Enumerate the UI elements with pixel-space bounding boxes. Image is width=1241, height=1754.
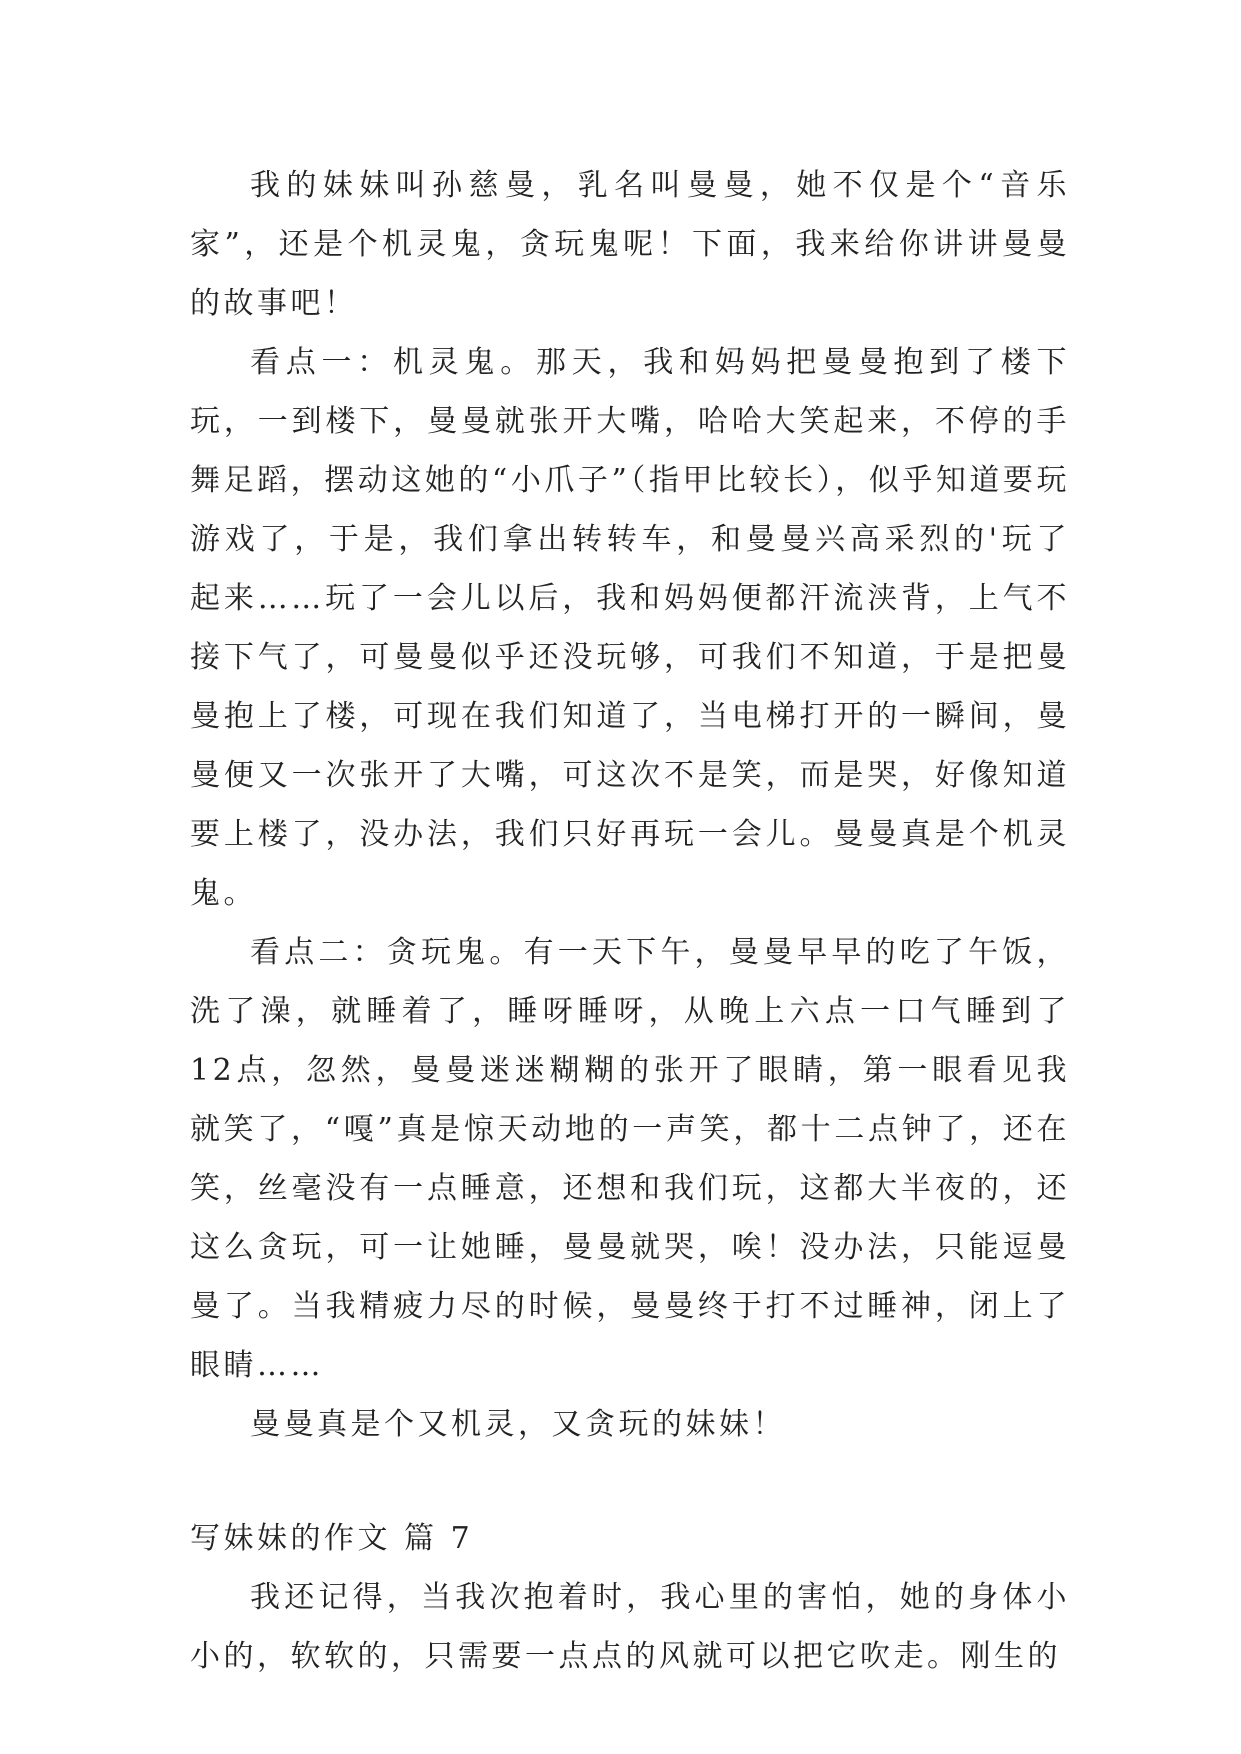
paragraph-intro: 我的妹妹叫孙慈曼，乳名叫曼曼，她不仅是个“音乐家”，还是个机灵鬼，贪玩鬼呢！下面，我来给你讲讲曼曼的故事吧！	[190, 168, 1070, 321]
paragraph-conclusion: 曼曼真是个又机灵，又贪玩的妹妹！	[250, 1407, 786, 1442]
paragraph-section-seven: 我还记得，当我次抱着时，我心里的害怕，她的身体小小的，软软的，只需要一点点的风就可以把它吹走。刚生的	[190, 1580, 1070, 1674]
paragraph-highlight-one: 看点一：机灵鬼。那天，我和妈妈把曼曼抱到了楼下玩，一到楼下，曼曼就张开大嘴，哈哈大笑起来，不停的手舞足蹈，摆动这她的“小爪子”（指甲比较长），似乎知道要玩游戏了，于是，我们拿出转转车，和曼曼兴高采烈的'玩了起来……玩了一会儿以后，我和妈妈便都汗流浃背，上气不接下气了，可曼曼似乎还没玩够，可我们不知道，于是把曼曼抱上了楼，可现在我们知道了，当电梯打开的一瞬间，曼曼便又一次张开了大嘴，可这次不是笑，而是哭，好像知道要上楼了，没办法，我们只好再玩一会儿。曼曼真是个机灵鬼。	[190, 345, 1070, 911]
paragraph-highlight-two: 看点二：贪玩鬼。有一天下午，曼曼早早的吃了午饭，洗了澡，就睡着了，睡呀睡呀，从晚上六点一口气睡到了12点，忽然，曼曼迷迷糊糊的张开了眼睛，第一眼看见我就笑了，“嘎”真是惊天动地的一声笑，都十二点钟了，还在笑，丝毫没有一点睡意，还想和我们玩，这都大半夜的，还这么贪玩，可一让她睡，曼曼就哭，唉！没办法，只能逗曼曼了。当我精疲力尽的时候，曼曼终于打不过睡神，闭上了眼睛……	[190, 935, 1070, 1383]
document-body	[190, 156, 1070, 1686]
section-heading: 写妹妹的作文 篇 7	[190, 1521, 474, 1556]
